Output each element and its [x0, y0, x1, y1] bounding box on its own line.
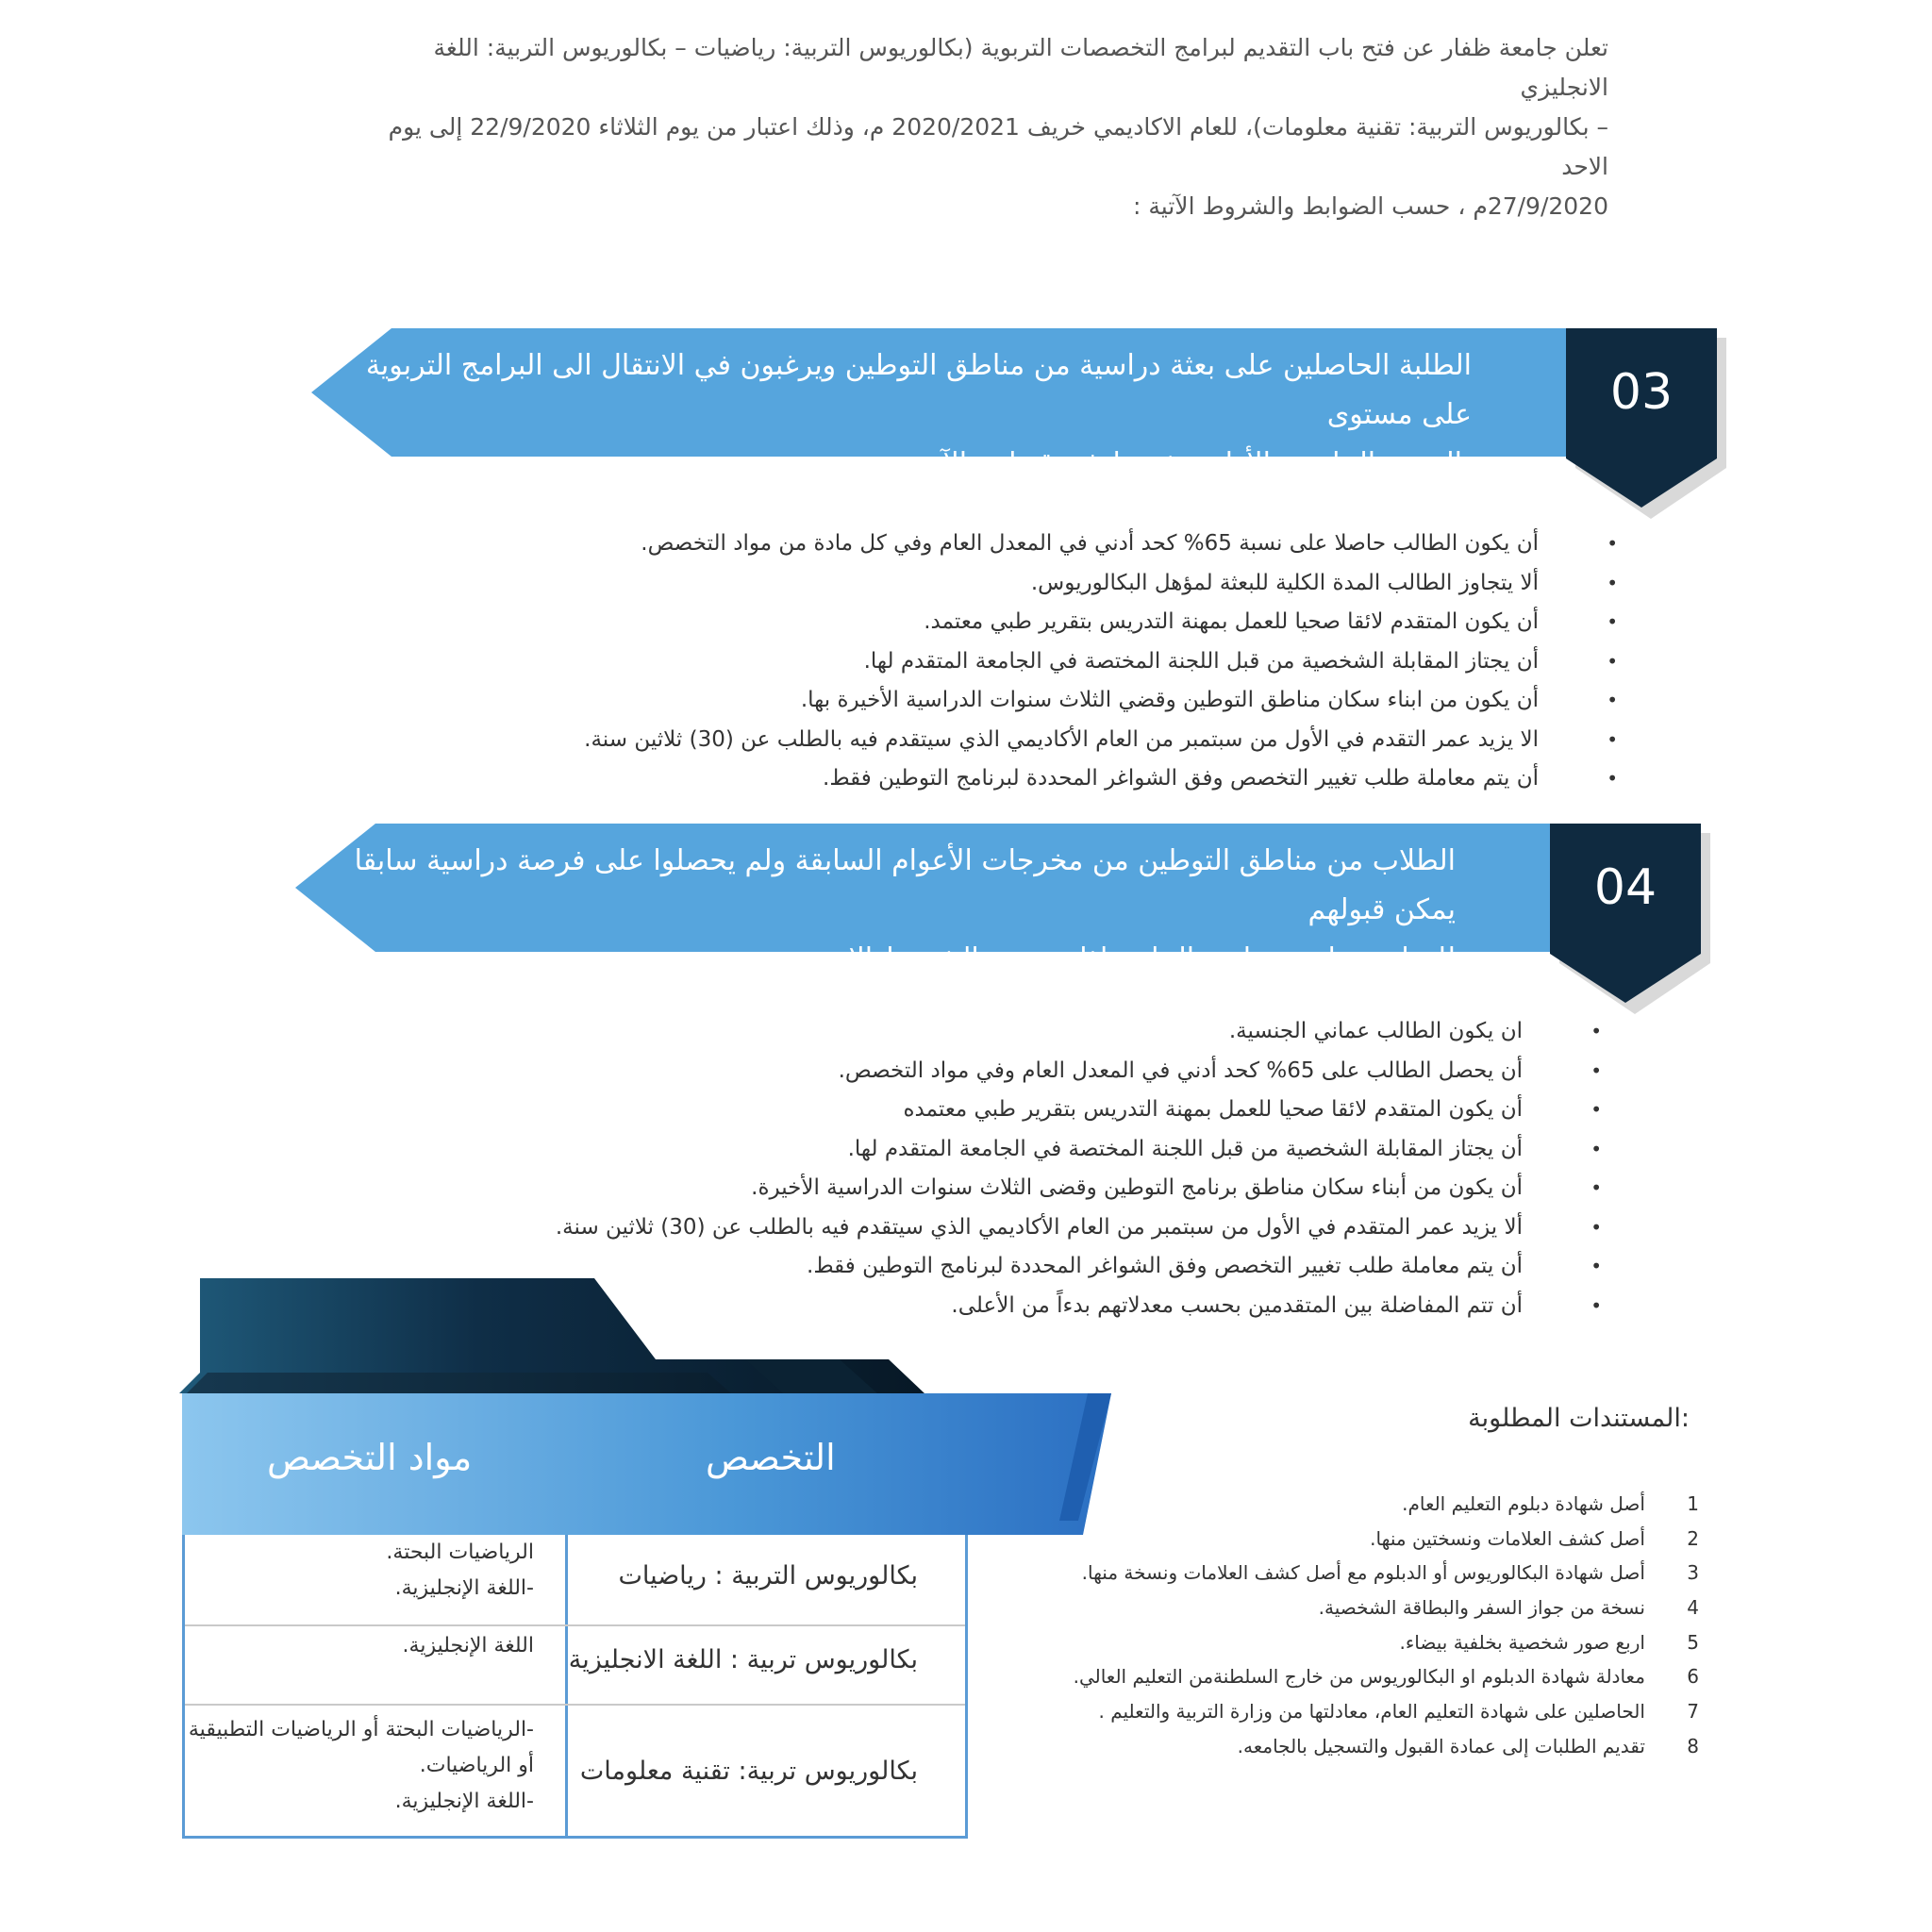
list-item: 8 تقديم الطلبات إلى عمادة القبول والتسجيل بالجامعه.	[1237, 1734, 1699, 1757]
documents-list	[1074, 1487, 1699, 1764]
table-cell-subjects: اللغة الإنجليزية.	[402, 1634, 534, 1657]
table-header-specialty: التخصص	[706, 1437, 836, 1478]
table-header-subjects: مواد التخصص	[267, 1437, 473, 1478]
list-item: • أن يكون من أبناء سكان مناطق برنامج التوطين وقضى الثلاث سنوات الدراسية الأخيرة.	[556, 1169, 1523, 1208]
table-cell-subjects: الرياضيات البحتة. -اللغة الإنجليزية.	[386, 1541, 534, 1600]
bullet-icon: •	[1607, 571, 1618, 594]
table-decoration	[179, 1278, 934, 1405]
bullet-icon: •	[1591, 1215, 1602, 1239]
list-item: 2 أصل كشف العلامات ونسختين منها.	[1370, 1526, 1699, 1550]
section-03-heading-line-1: الطلبة الحاصلين على بعثة دراسية من مناطق التوطين ويرغبون في الانتقال الى البرامج التربوية على مستوى	[365, 349, 1472, 431]
intro-line-3: 27/9/2020م ، حسب الضوابط والشروط الآتية :	[1133, 192, 1608, 220]
table-cell-specialty: بكالوريوس التربية : رياضيات	[618, 1561, 918, 1591]
list-item: • ألا يتجاوز الطالب المدة الكلية للبعثة لمؤهل البكالوريوس.	[584, 564, 1539, 604]
list-item: • الا يزيد عمر التقدم في الأول من سبتمبر من العام الأكاديمي الذي سيتقدم فيه بالطلب عن (30) ثلاثين سنة.	[584, 721, 1539, 760]
list-item: • ان يكون الطالب عماني الجنسية.	[556, 1012, 1523, 1052]
bullet-icon: •	[1607, 767, 1618, 790]
list-item: • أن يكون من ابناء سكان مناطق التوطين وقضي الثلاث سنوات الدراسية الأخيرة بها.	[584, 681, 1539, 721]
table-cell-specialty: بكالوريوس تربية: تقنية معلومات	[579, 1757, 918, 1786]
intro-line-2: – بكالوريوس التربية: تقنية معلومات)، للعام الاكاديمي خريف 2020/2021 م، وذلك اعتبار من يوم الثلاثاء 22/9/2020 إلى يوم الاحد	[388, 113, 1608, 180]
bullet-icon: •	[1607, 727, 1618, 751]
table-decoration-shape	[179, 1278, 934, 1401]
list-item: • أن يكون المتقدم لائقا صحيا للعمل بمهنة التدريس بتقرير طبي معتمد.	[584, 603, 1539, 642]
list-item: 7 الحاصلين على شهادة التعليم العام، معادلتها من وزارة التربية والتعليم .	[1098, 1700, 1699, 1724]
bullet-icon: •	[1591, 1255, 1602, 1277]
table-cell-specialty: بكالوريوس تربية : اللغة الانجليزية	[568, 1645, 918, 1674]
list-item: • أن يتم معاملة طلب تغيير التخصص وفق الشواغر المحددة لبرنامج التوطين فقط.	[584, 759, 1539, 799]
section-04-banner	[295, 824, 1710, 1022]
table-column-divider	[565, 1535, 568, 1839]
list-item: • أن يجتاز المقابلة الشخصية من قبل اللجنة المختصة في الجامعة المتقدم لها.	[556, 1130, 1523, 1170]
documents-title: المستندات المطلوبة:	[1468, 1404, 1690, 1433]
list-item: • أن يحصل الطالب على 65% كحد أدني في المعدل العام وفي مواد التخصص.	[556, 1052, 1523, 1091]
list-item: 4 نسخة من جواز السفر والبطاقة الشخصية.	[1318, 1596, 1699, 1620]
list-item: 1 أصل شهادة دبلوم التعليم العام.	[1402, 1492, 1699, 1515]
section-04-heading	[324, 837, 1456, 984]
bullet-icon: •	[1607, 532, 1618, 555]
list-item: • ألا يزيد عمر المتقدم في الأول من سبتمبر من العام الأكاديمي الذي سيتقدم فيه بالطلب عن (30) ثلاثين سنة.	[556, 1208, 1523, 1248]
section-04-heading-line-1: الطلاب من مناطق التوطين من مخرجات الأعوام السابقة ولم يحصلوا على فرصة دراسية سابقا يمكن قبولهم	[354, 844, 1456, 926]
table-header	[182, 1393, 1116, 1543]
specialties-table	[182, 1535, 968, 1839]
bullet-icon: •	[1591, 1137, 1602, 1160]
list-item: • أن تتم المفاضلة بين المتقدمين بحسب معدلاتهم بدءاً من الأعلى.	[556, 1287, 1523, 1326]
bullet-icon: •	[1591, 1098, 1602, 1121]
section-04-heading-line-2: للدراسة على حسابهم الخاص إذا تحققت الشروط الاتية :	[798, 942, 1456, 975]
bullet-icon: •	[1591, 1293, 1602, 1317]
table-cell-subjects: -الرياضيات البحتة أو الرياضيات التطبيقية أو الرياضيات. -اللغة الإنجليزية.	[188, 1718, 534, 1813]
bullet-icon: •	[1591, 1020, 1602, 1042]
bullet-icon: •	[1607, 689, 1618, 711]
list-item: • أن يتم معاملة طلب تغيير التخصص وفق الشواغر المحددة لبرنامج التوطين فقط.	[556, 1247, 1523, 1287]
section-04-number: 04	[1593, 859, 1657, 916]
list-item: 6 معادلة شهادة الدبلوم او البكالوريوس من خارج السلطنةمن التعليم العالي.	[1073, 1665, 1699, 1689]
intro-paragraph	[373, 28, 1608, 226]
list-item: • أن يكون المتقدم لائقا صحيا للعمل بمهنة التدريس بتقرير طبي معتمده	[556, 1091, 1523, 1130]
bullet-icon: •	[1591, 1058, 1602, 1082]
table-row-divider	[185, 1704, 965, 1706]
intro-line-1: تعلن جامعة ظفار عن فتح باب التقديم لبرامج التخصصات التربوية (بكالوريوس التربية: رياضيات – بكالوريوس التربية: اللغة الانجليزي	[433, 34, 1608, 101]
bullet-icon: •	[1591, 1176, 1602, 1199]
bullet-icon: •	[1607, 610, 1618, 633]
list-item: 3 أصل شهادة البكالوريوس أو الدبلوم مع أصل كشف العلامات ونسخة منها.	[1081, 1561, 1699, 1585]
section-03-heading	[340, 341, 1472, 489]
bullet-icon: •	[1607, 649, 1618, 673]
section-03-heading-line-2: الدرجة الجامعية الأولى يشترط في قبولهم الآتي :	[892, 447, 1462, 480]
section-03-number: 03	[1609, 364, 1674, 421]
table-row-divider	[185, 1624, 965, 1626]
list-item: 5 اربع صور شخصية بخلفية بيضاء.	[1399, 1630, 1699, 1654]
section-03-banner	[311, 328, 1726, 526]
list-item: • أن يجتاز المقابلة الشخصية من قبل اللجنة المختصة في الجامعة المتقدم لها.	[584, 642, 1539, 682]
list-item: • أن يكون الطالب حاصلا على نسبة 65% كحد أدني في المعدل العام وفي كل مادة من مواد التخصص.	[584, 525, 1539, 564]
section-03-conditions-list	[584, 525, 1618, 799]
